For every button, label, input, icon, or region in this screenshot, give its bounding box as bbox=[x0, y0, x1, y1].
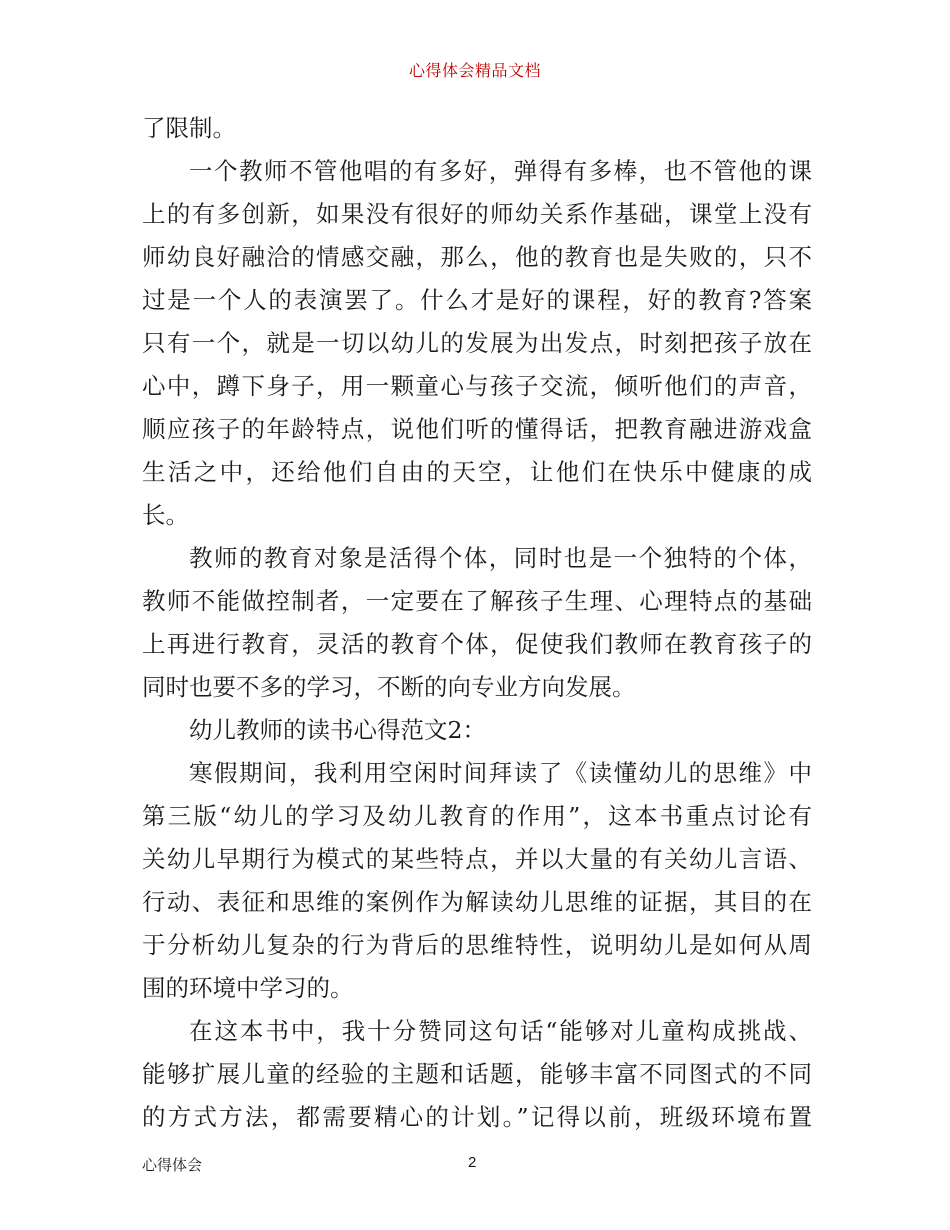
body-line: 顺应孩子的年龄特点，说他们听的懂得话，把教育融进游戏盒 bbox=[142, 415, 812, 443]
body-line: 的方式方法，都需要精心的计划。”记得以前，班级环境布置 bbox=[142, 1103, 812, 1131]
body-line: 在这本书中，我十分赞同这句话“能够对儿童构成挑战、 bbox=[189, 1017, 812, 1045]
section-heading: 幼儿教师的读书心得范文2： bbox=[189, 716, 486, 744]
document-header-title: 心得体会精品文档 bbox=[408, 61, 541, 80]
body-line: 上再进行教育，灵活的教育个体，促使我们教师在教育孩子的 bbox=[142, 630, 812, 658]
body-line: 能够扩展儿童的经验的主题和话题，能够丰富不同图式的不同 bbox=[142, 1060, 812, 1088]
body-line: 心中，蹲下身子，用一颗童心与孩子交流，倾听他们的声音， bbox=[142, 372, 812, 400]
page-number: 2 bbox=[468, 1154, 477, 1171]
body-line: 教师不能做控制者，一定要在了解孩子生理、心理特点的基础 bbox=[142, 587, 812, 615]
body-line: 师幼良好融洽的情感交融，那么，他的教育也是失败的，只不 bbox=[142, 243, 812, 271]
body-line: 寒假期间，我利用空闲时间拜读了《读懂幼儿的思维》中 bbox=[189, 759, 812, 787]
body-line: 于分析幼儿复杂的行为背后的思维特性，说明幼儿是如何从周 bbox=[142, 931, 812, 959]
body-line: 长。 bbox=[142, 501, 189, 529]
document-body bbox=[142, 107, 812, 1139]
body-line: 上的有多创新，如果没有很好的师幼关系作基础，课堂上没有 bbox=[142, 200, 812, 228]
body-line: 过是一个人的表演罢了。什么才是好的课程，好的教育?答案 bbox=[142, 286, 812, 314]
body-line: 生活之中，还给他们自由的天空，让他们在快乐中健康的成 bbox=[142, 458, 812, 486]
body-line: 第三版“幼儿的学习及幼儿教育的作用”，这本书重点讨论有 bbox=[142, 802, 812, 830]
body-line: 同时也要不多的学习，不断的向专业方向发展。 bbox=[142, 673, 636, 701]
body-line: 了限制。 bbox=[142, 114, 236, 142]
body-line: 关幼儿早期行为模式的某些特点，并以大量的有关幼儿言语、 bbox=[142, 845, 812, 873]
body-line: 围的环境中学习的。 bbox=[142, 974, 354, 1002]
body-line: 行动、表征和思维的案例作为解读幼儿思维的证据，其目的在 bbox=[142, 888, 812, 916]
body-line: 只有一个，就是一切以幼儿的发展为出发点，时刻把孩子放在 bbox=[142, 329, 812, 357]
body-line: 教师的教育对象是活得个体，同时也是一个独特的个体， bbox=[189, 544, 812, 572]
body-line: 一个教师不管他唱的有多好，弹得有多棒，也不管他的课 bbox=[189, 157, 812, 185]
footer-label: 心得体会 bbox=[142, 1156, 203, 1174]
